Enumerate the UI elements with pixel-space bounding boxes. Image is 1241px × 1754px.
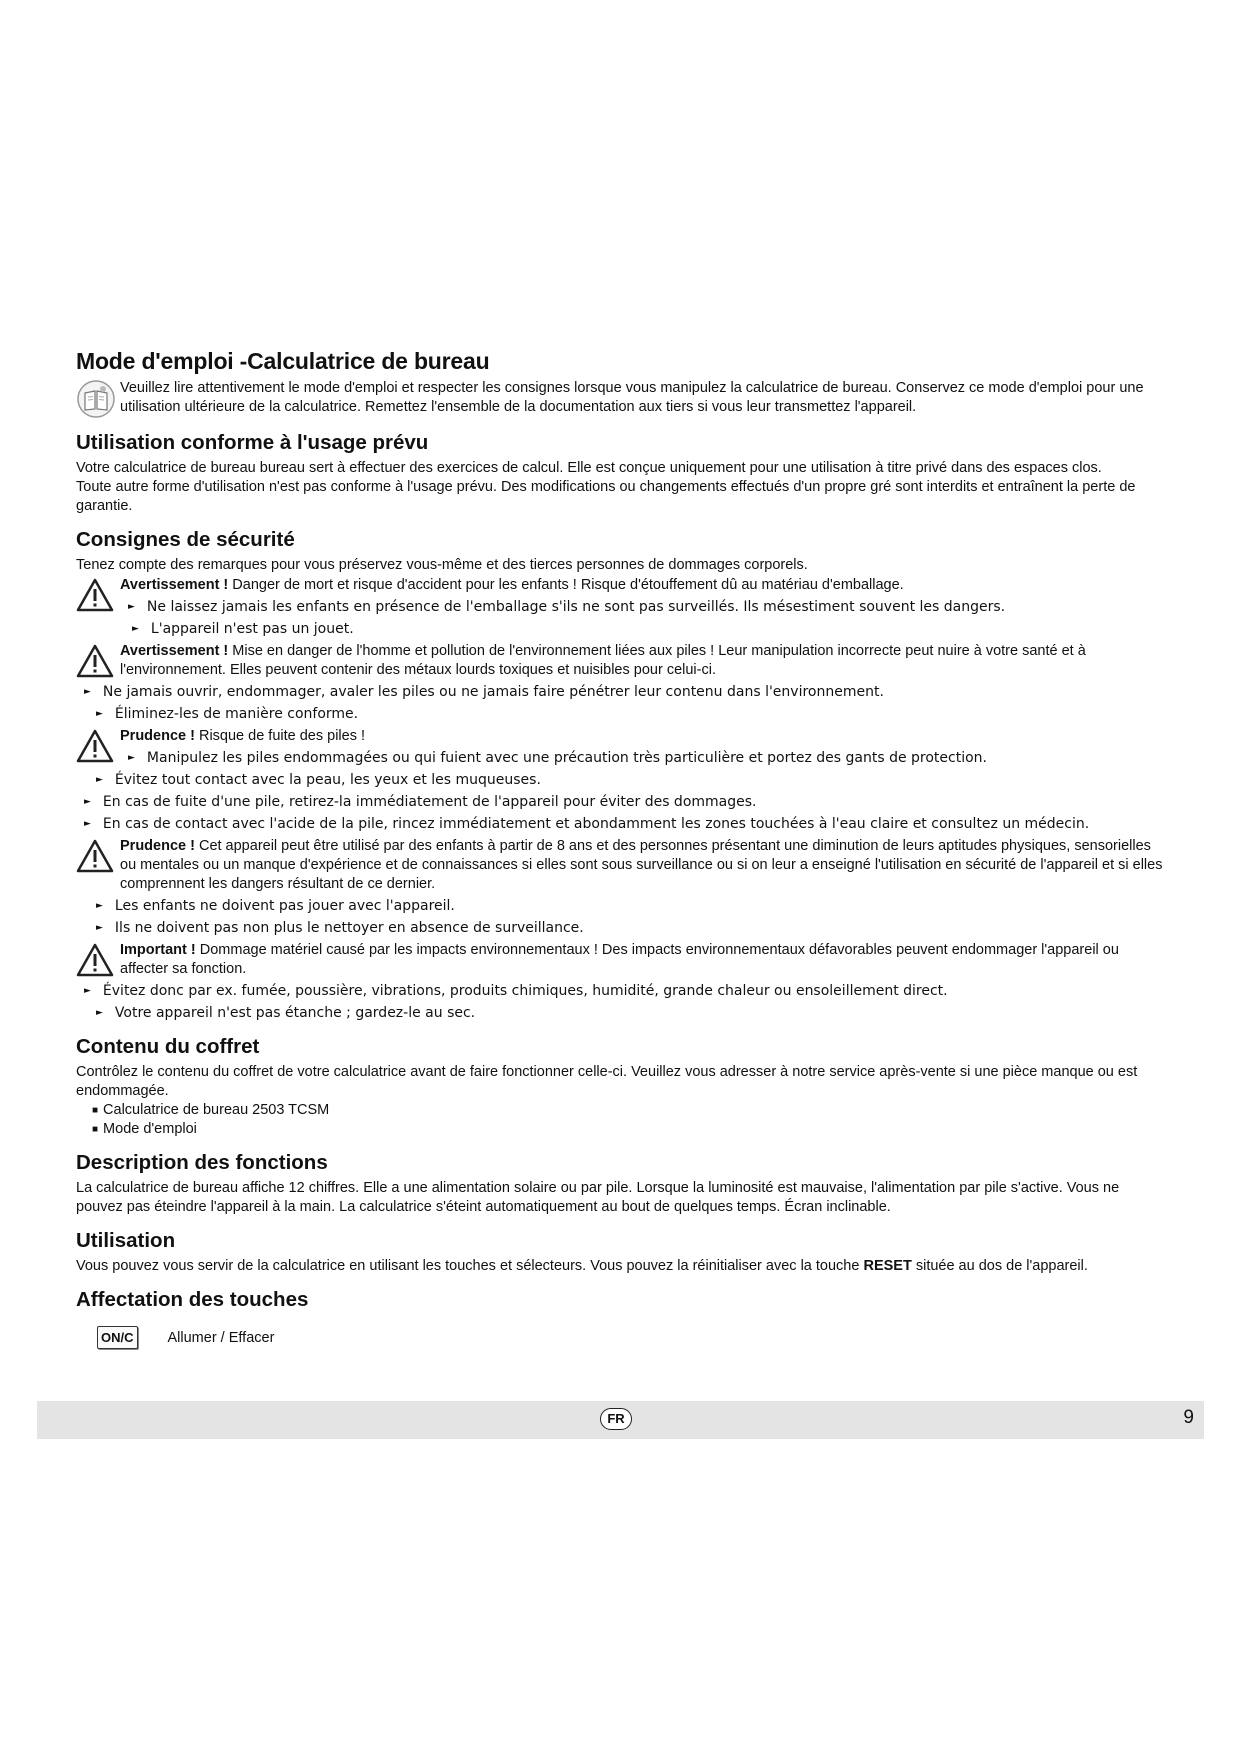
- bullet-item: ► En cas de contact avec l'acide de la pile, rincez immédiatement et abondamment les zones touchées à l'eau claire et consultez un médecin.: [84, 816, 1090, 832]
- bullet-arrow-icon: ►: [96, 901, 103, 911]
- warning-triangle-icon: [76, 943, 114, 977]
- functions-text: La calculatrice de bureau affiche 12 chiffres. Elle a une alimentation solaire ou par pile. Lorsque la luminosité est mauvaise, l'alimentation par pile s'active. Vous ne pouvez pas éteindre l'appareil à la main. La calculatrice s'éteint automatiquement au bout de quelques temps. Écran inclinable.: [76, 1180, 1120, 1215]
- usage-paragraph-2: Toute autre forme d'utilisation n'est pas conforme à l'usage prévu. Des modifications ou changements effectués d'un propre gré sont interdits et entraînent la perte de garantie.: [76, 479, 1136, 514]
- usage-heading: Utilisation conforme à l'usage prévu: [76, 431, 429, 454]
- bullet-item: ► Ils ne doivent pas non plus le nettoyer en absence de surveillance.: [96, 920, 584, 936]
- warning-lead: Avertissement !: [120, 643, 229, 659]
- reset-keyword: RESET: [863, 1258, 912, 1274]
- bullet-item: ► Votre appareil n'est pas étanche ; gardez-le au sec.: [96, 1005, 476, 1021]
- read-manual-icon: [76, 379, 116, 419]
- usage-paragraph-1: Votre calculatrice de bureau bureau sert à effectuer des exercices de calcul. Elle est conçue uniquement pour une utilisation à titre privé dans des espaces clos.: [76, 460, 1102, 476]
- bullet-item: ► Évitez tout contact avec la peau, les yeux et les muqueuses.: [96, 772, 541, 788]
- bullet-item: ► L'appareil n'est pas un jouet.: [132, 621, 354, 637]
- list-item: ■ Calculatrice de bureau 2503 TCSM: [92, 1101, 1166, 1120]
- warning-triangle-icon: [76, 839, 114, 873]
- bullet-arrow-icon: ►: [96, 1008, 103, 1018]
- on-c-key-icon: ON/C: [97, 1326, 138, 1349]
- bullet-item: ► Manipulez les piles endommagées ou qui fuient avec une précaution très particulière et portez des gants de protection.: [128, 750, 987, 766]
- bullet-arrow-icon: ►: [96, 709, 103, 719]
- list-item: ■ Mode d'emploi: [92, 1120, 1166, 1139]
- warning-block-4: [76, 837, 1166, 894]
- page-footer: [37, 1401, 1204, 1439]
- utilisation-text: Vous pouvez vous servir de la calculatrice en utilisant les touches et sélecteurs. Vous pouvez la réinitialiser avec la touche RESET située au dos de l'appareil.: [76, 1258, 1088, 1274]
- warning-block-3: [76, 727, 1166, 746]
- document-title: Mode d'emploi -Calculatrice de bureau: [76, 348, 490, 374]
- bullet-arrow-icon: ►: [84, 819, 91, 829]
- key-row: [76, 1326, 1166, 1349]
- caution-lead: Prudence !: [120, 838, 195, 854]
- contents-list: [76, 1101, 1166, 1139]
- language-badge: FR: [600, 1408, 632, 1430]
- warning-lead: Avertissement !: [120, 577, 229, 593]
- bullet-item: ► Éliminez-les de manière conforme.: [96, 706, 359, 722]
- important-lead: Important !: [120, 942, 196, 958]
- warning-text: Mise en danger de l'homme et pollution de l'environnement liées aux piles ! Leur manipulation incorrecte peut nuire à votre santé et à l'environnement. Elles peuvent contenir des métaux lourds toxiques et nuisibles pour celui-ci.: [120, 643, 1086, 678]
- contents-text: Contrôlez le contenu du coffret de votre calculatrice avant de faire fonctionner celle-ci. Veuillez vous adresser à notre service après-vente si une pièce manque ou est endommagée.: [76, 1064, 1138, 1099]
- bullet-arrow-icon: ►: [128, 602, 135, 612]
- caution-lead: Prudence !: [120, 728, 195, 744]
- bullet-item: ► Évitez donc par ex. fumée, poussière, vibrations, produits chimiques, humidité, grande chaleur ou ensoleillement direct.: [84, 983, 948, 999]
- bullet-item: ► Ne jamais ouvrir, endommager, avaler les piles ou ne jamais faire pénétrer leur contenu dans l'environnement.: [84, 684, 884, 700]
- key-description: Allumer / Effacer: [167, 1329, 275, 1346]
- utilisation-heading: Utilisation: [76, 1229, 176, 1252]
- warning-triangle-icon: [76, 644, 114, 678]
- bullet-arrow-icon: ►: [84, 797, 91, 807]
- warning-block-2: [76, 642, 1166, 680]
- warning-block-5: [76, 941, 1166, 979]
- bullet-item: ► Les enfants ne doivent pas jouer avec l'appareil.: [96, 898, 455, 914]
- bullet-arrow-icon: ►: [132, 624, 139, 634]
- warning-block-1: [76, 576, 1166, 595]
- caution-text: Risque de fuite des piles !: [194, 728, 366, 744]
- caution-text: Cet appareil peut être utilisé par des enfants à partir de 8 ans et des personnes présentant une diminution de leurs aptitudes physiques, sensorielles ou mentales ou un manque d'expérience et de connaissances si elles sont sous surveillance ou si on leur a enseigné l'utilisation en sécurité de l'appareil et si elles comprennent les dangers résultant de ce dernier.: [120, 838, 1163, 892]
- contents-heading: Contenu du coffret: [76, 1035, 260, 1058]
- keys-heading: Affectation des touches: [76, 1288, 309, 1311]
- bullet-arrow-icon: ►: [96, 923, 103, 933]
- intro-text: Veuillez lire attentivement le mode d'emploi et respecter les consignes lorsque vous manipulez la calculatrice de bureau. Conservez ce mode d'emploi pour une utilisation ultérieure de la calculatrice. Remettez l'ensemble de la documentation aux tiers si vous leur transmettez l'appareil.: [120, 380, 1144, 415]
- bullet-item: ► En cas de fuite d'une pile, retirez-la immédiatement de l'appareil pour éviter des dommages.: [84, 794, 757, 810]
- bullet-arrow-icon: ►: [84, 986, 91, 996]
- important-text: Dommage matériel causé par les impacts environnementaux ! Des impacts environnementaux défavorables peuvent endommager l'appareil ou affecter sa fonction.: [120, 942, 1119, 977]
- bullet-arrow-icon: ►: [128, 753, 135, 763]
- intro-block: [76, 379, 1166, 419]
- functions-heading: Description des fonctions: [76, 1151, 328, 1174]
- bullet-item: ► Ne laissez jamais les enfants en présence de l'emballage s'ils ne sont pas surveillés. Ils mésestiment souvent les dangers.: [128, 599, 1006, 615]
- bullet-arrow-icon: ►: [84, 687, 91, 697]
- page-number: 9: [1183, 1407, 1194, 1428]
- document-page: [76, 348, 1166, 1349]
- warning-text: Danger de mort et risque d'accident pour les enfants ! Risque d'étouffement dû au matériau d'emballage.: [228, 577, 904, 593]
- safety-intro: Tenez compte des remarques pour vous préservez vous-même et des tierces personnes de dommages corporels.: [76, 557, 808, 573]
- safety-heading: Consignes de sécurité: [76, 528, 295, 551]
- bullet-arrow-icon: ►: [96, 775, 103, 785]
